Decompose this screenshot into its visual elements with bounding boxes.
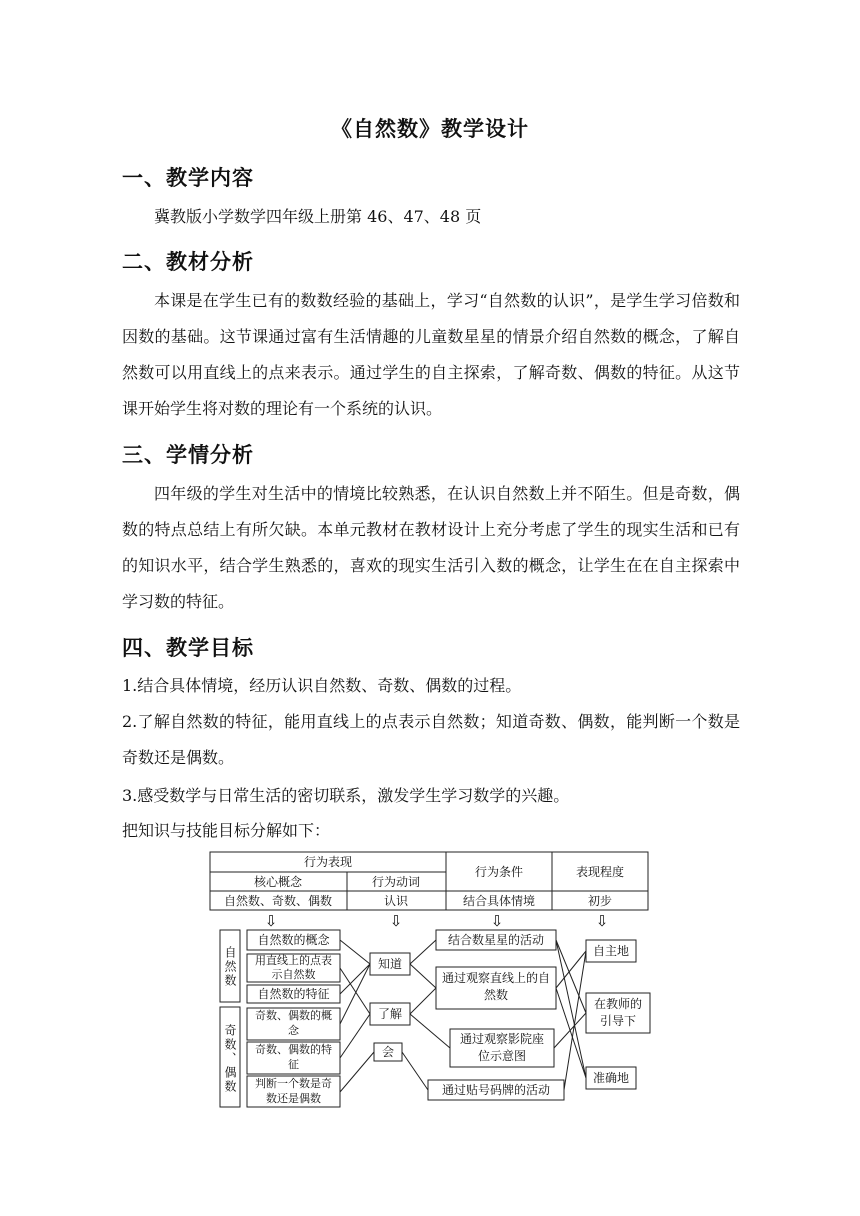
group-natural-label: 自然数 [223,946,237,988]
concept-box: 用直线上的点表示自然数 [255,954,332,981]
down-arrow-icon: ⇩ [264,912,278,930]
header-behavior: 行为表现 [303,855,353,869]
header-verb-value: 认识 [383,894,409,908]
header-degree-value: 初步 [587,894,613,908]
header-verb: 行为动词 [371,875,421,889]
page-title: 《自然数》教学设计 [331,117,529,141]
degree-box: 准确地 [592,1071,630,1085]
degree-box: 在教师的引导下 [593,997,642,1028]
group-odd-even-label: 奇数、偶数 [223,1024,237,1094]
concept-box: 奇数、偶数的概念 [255,1009,332,1037]
degree-box: 自主地 [592,944,630,958]
header-degree: 表现程度 [575,865,625,879]
down-arrow-icon: ⇩ [389,912,403,930]
goal-item-3: 3.感受数学与日常生活的密切联系，激发学生学习数学的兴趣。 [122,786,570,805]
concept-box: 自然数的特征 [257,987,330,1001]
condition-box: 通过观察影院座位示意图 [459,1032,544,1063]
content-paragraph: 冀教版小学数学四年级上册第 46、47、48 页 [154,207,482,226]
students-paragraph: 四年级的学生对生活中的情境比较熟悉，在认识自然数上并不陌生。但是奇数，偶数的特点总结上有所欠缺。本单元教材在教材设计上充分考虑了学生的现实生活和已有的知识水平，结合学生熟悉的，喜欢的现实生活引入数的概念，让学生在在自主探索中学习数的特征。 [122,484,740,611]
condition-box: 结合数星星的活动 [447,933,545,947]
header-core-value: 自然数、奇数、偶数 [223,894,333,908]
verb-box: 会 [381,1045,395,1059]
analysis-paragraph: 本课是在学生已有的数数经验的基础上，学习“自然数的认识”，是学生学习倍数和因数的基础。这节课通过富有生活情趣的儿童数星星的情景介绍自然数的概念，了解自然数可以用直线上的点来表示。通过学生的自主探索，了解奇数、偶数的特征。从这节课开始学生将对数的理论有一个系统的认识。 [122,291,740,418]
down-arrow-icon: ⇩ [595,912,609,930]
concept-box: 判断一个数是奇数还是偶数 [255,1077,332,1105]
goal-item-2: 2.了解自然数的特征，能用直线上的点表示自然数；知道奇数、偶数，能判断一个数是奇数还是偶数。 [122,712,740,767]
condition-box: 通过观察直线上的自然数 [442,971,551,1002]
header-condition: 行为条件 [474,865,524,879]
section-heading-content: 一、教学内容 [122,166,254,190]
section-heading-students: 三、学情分析 [122,443,254,467]
concept-box: 奇数、偶数的特征 [255,1043,332,1071]
down-arrow-icon: ⇩ [490,912,504,930]
concept-box: 自然数的概念 [257,933,330,947]
verb-box: 知道 [377,957,403,971]
section-heading-analysis: 二、教材分析 [122,250,254,274]
header-condition-value: 结合具体情境 [462,894,536,908]
section-heading-goals: 四、教学目标 [122,636,254,660]
header-core: 核心概念 [253,875,303,889]
verb-box: 了解 [377,1007,403,1021]
goal-item-1: 1.结合具体情境，经历认识自然数、奇数、偶数的过程。 [122,676,522,695]
goal-note: 把知识与技能目标分解如下： [122,821,331,840]
condition-box: 通过贴号码牌的活动 [441,1083,551,1097]
